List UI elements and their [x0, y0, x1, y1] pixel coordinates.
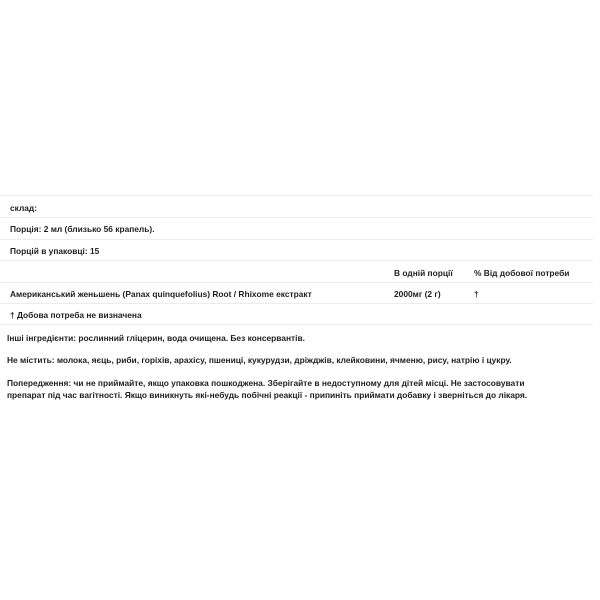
composition-title-row: [0, 195, 593, 217]
serving-size: Порція: 2 мл (близько 56 крапель).: [10, 224, 155, 234]
servings-per-container: Порцій в упаковці: 15: [10, 246, 100, 256]
footnote: † Добова потреба не визначена: [10, 310, 142, 320]
ingredient-daily-value: †: [474, 289, 479, 299]
warning-line-1: Попередження: чи не приймайте, якщо упаковка пошкоджена. Зберігайте в недоступному для дітей місці. Не застосовувати: [7, 378, 525, 388]
allergen-statement: Не містить: молока, яєць, риби, горіхів, арахісу, пшениці, кукурудзи, дріжджів, клейковини, ячменю, рису, натрію і цукру.: [7, 355, 512, 365]
composition-title: склад:: [10, 203, 38, 213]
other-ingredients: Інші інгредієнти: рослинний гліцерин, вода очищена. Без консервантів.: [7, 333, 305, 343]
table-row: [0, 282, 593, 303]
serving-row: [0, 217, 593, 239]
ingredient-amount: 2000мг (2 г): [394, 289, 441, 299]
ingredient-name: Американський женьшень (Panax quinquefolius) Root / Rhixome екстракт: [10, 289, 312, 299]
table-header-row: [0, 260, 593, 282]
header-daily-value: % Від добової потреби: [474, 268, 570, 278]
warning-line-2: препарат під час вагітності. Якщо виникнуть які-небудь побічні реакції - припиніть приймати добавку і зверніться до лікаря.: [7, 390, 528, 400]
servings-per-container-row: [0, 239, 593, 260]
footnote-row: [0, 303, 593, 325]
header-per-serving: В одній порції: [394, 268, 453, 278]
